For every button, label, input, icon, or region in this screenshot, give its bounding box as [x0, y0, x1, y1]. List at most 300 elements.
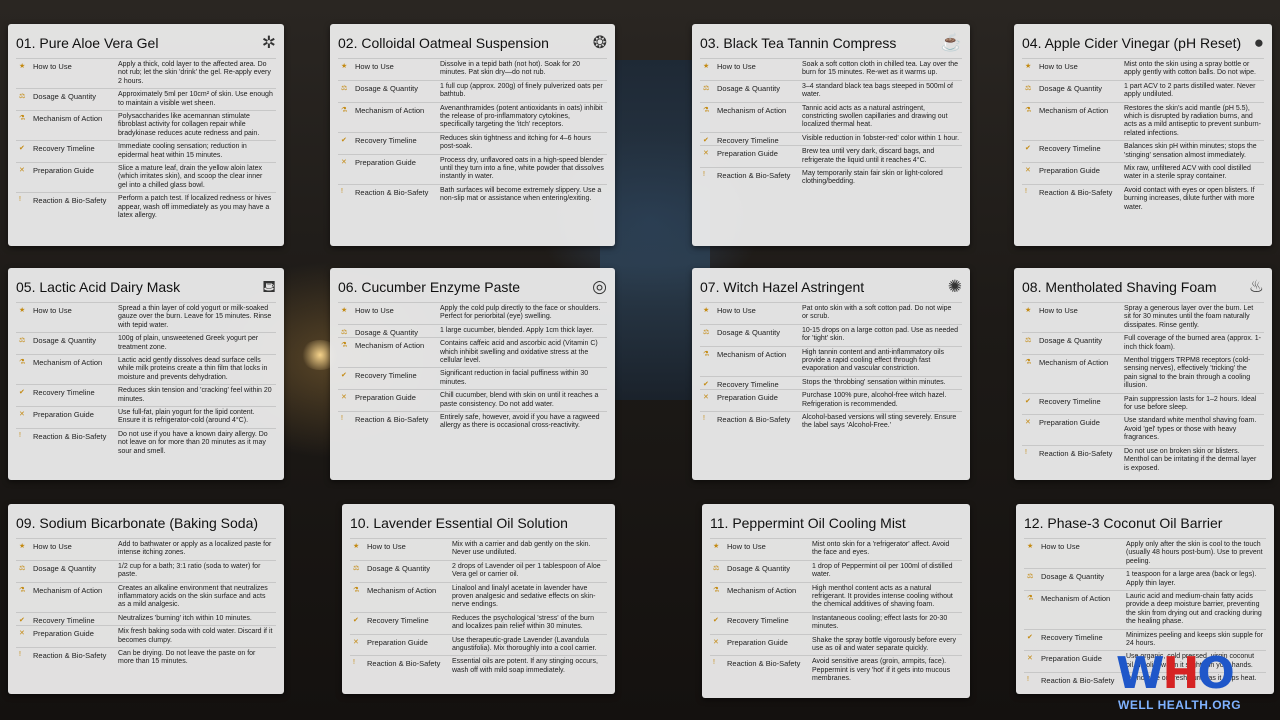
row-value: Menthol triggers TRPM8 receptors (cold-sensing nerves), effectively 'tricking' the pain signal to the brain through a cooling illusion.	[1124, 357, 1251, 390]
row-label-text: Dosage & Quantity	[717, 327, 780, 337]
dosage-icon: ⚖	[703, 328, 710, 336]
row-label	[16, 59, 112, 88]
row-label	[710, 656, 806, 685]
card-row-how	[700, 58, 962, 80]
safety-icon: !	[703, 171, 705, 179]
row-value: Lauric acid and medium-chain fatty acids provide a deep moisture barrier, preventing the skin from drying out and cracking during the healing phase.	[1126, 593, 1262, 626]
row-label	[338, 325, 434, 337]
row-label-text: Reaction & Bio-Safety	[717, 171, 791, 181]
row-label-text: Recovery Timeline	[717, 135, 779, 145]
card-header	[700, 276, 962, 298]
row-value: Avoid contact with eyes or open blisters. If burning increases, dilute further with more water.	[1124, 186, 1255, 211]
card-row-prep	[1022, 162, 1264, 184]
prep-icon: ✕	[703, 394, 709, 402]
row-label	[16, 429, 112, 458]
safety-icon: !	[1025, 187, 1027, 195]
row-label-text: Dosage & Quantity	[355, 83, 418, 93]
card-title: 02. Colloidal Oatmeal Suspension	[338, 35, 549, 51]
row-value: Do not use on fresh burns as it traps heat.	[1126, 675, 1257, 683]
how-icon: ★	[1025, 63, 1032, 70]
card-row-how	[338, 58, 607, 80]
row-value: 1/2 cup for a bath; 3:1 ratio (soda to water) for paste.	[118, 562, 261, 579]
prep-icon: ✕	[341, 158, 347, 166]
dosage-icon: ⚖	[1027, 573, 1034, 581]
card-row-recovery	[1022, 140, 1264, 162]
prep-icon: ✕	[703, 150, 709, 158]
card-row-how	[16, 58, 276, 88]
row-label-text: Mechanism of Action	[1039, 358, 1109, 368]
row-value: Add to bathwater or apply as a localized paste for intense itching zones.	[118, 541, 272, 557]
row-label-text: Dosage & Quantity	[727, 563, 790, 573]
card-header	[338, 32, 607, 54]
card-row-how	[350, 538, 607, 560]
dosage-icon: ⚖	[19, 564, 26, 572]
row-label-text: Reaction & Bio-Safety	[33, 196, 107, 206]
row-label-text: Recovery Timeline	[33, 615, 95, 625]
row-label	[350, 583, 446, 612]
card-row-dosage	[16, 560, 276, 582]
row-label-text: How to Use	[727, 542, 766, 551]
row-label-text: Reaction & Bio-Safety	[355, 415, 429, 425]
card-row-prep	[16, 406, 276, 428]
recovery-icon: ✔	[713, 616, 719, 624]
row-value: Immediate cooling sensation; reduction in epidermal heat within 15 minutes.	[118, 143, 247, 159]
row-label	[1022, 141, 1118, 162]
recovery-icon: ✔	[703, 136, 709, 144]
recovery-icon: ✔	[19, 389, 25, 397]
row-label	[338, 185, 434, 206]
row-label-text: Preparation Guide	[33, 629, 94, 639]
row-value: Alcohol-based versions will sting severely. Ensure the label says 'Alcohol-Free.'	[802, 414, 957, 430]
row-value: Reduces the psychological 'stress' of the burn and localizes pain relief within 30 minutes.	[452, 614, 594, 631]
row-value: Use full-fat, plain yogurt for the lipid content. Ensure it is refrigerator-cold (around 4°C).	[118, 409, 255, 425]
row-value: Brew tea until very dark, discard bags, and refrigerate the liquid until it reaches 4°C.	[802, 148, 935, 164]
row-value: Perform a patch test. If localized redness or hives appear, wash off immediately as you may have a latex allergy.	[118, 195, 272, 220]
how-icon: ★	[703, 307, 710, 314]
card-row-recovery	[350, 612, 607, 634]
safety-icon: !	[19, 196, 21, 204]
mechanism-icon: ⚗	[353, 586, 360, 594]
row-value: Instantaneous cooling; effect lasts for 20-30 minutes.	[812, 614, 948, 631]
row-label	[350, 656, 446, 677]
row-label	[710, 635, 806, 656]
dosage-icon: ⚖	[1025, 84, 1032, 92]
row-label-text: Mechanism of Action	[717, 105, 787, 115]
row-value: Neutralizes 'burning' itch within 10 minutes.	[118, 614, 252, 622]
row-value: 100g of plain, unsweetened Greek yogurt per treatment zone.	[118, 335, 259, 351]
row-value: Spread a thin layer of cold yogurt or milk-soaked gauze over the burn. Leave for 15 minutes. Rinse with tepid water.	[118, 305, 272, 329]
row-label	[1022, 446, 1118, 475]
card-row-safety	[700, 411, 962, 433]
row-label	[16, 333, 112, 354]
dosage-icon: ⚖	[1025, 337, 1032, 345]
row-label-text: Preparation Guide	[355, 157, 416, 167]
row-value: May temporarily stain fair skin or light-colored clothing/bedding.	[802, 170, 943, 186]
mechanism-icon: ⚗	[713, 586, 720, 594]
row-label	[710, 539, 806, 560]
row-value: Chill cucumber, blend with skin on until it reaches a paste consistency. Do not add water.	[440, 392, 599, 408]
row-value: Creates an alkaline environment that neutralizes inflammatory acids on the skin surface and acts as a mild analgesic.	[118, 584, 268, 609]
card-header	[1022, 276, 1264, 298]
card-row-mechanism	[1022, 354, 1264, 393]
card-title: 10. Lavender Essential Oil Solution	[350, 515, 568, 531]
recovery-icon: ✔	[1025, 145, 1031, 153]
row-label-text: How to Use	[355, 62, 394, 71]
remedy-card	[330, 24, 615, 246]
row-label-text: Preparation Guide	[355, 393, 416, 403]
cucumber-icon: ◎	[592, 277, 607, 296]
row-label	[338, 390, 434, 411]
mechanism-icon: ⚗	[19, 359, 26, 367]
row-label	[350, 561, 446, 582]
card-header	[1022, 32, 1264, 54]
row-label	[16, 407, 112, 428]
card-row-dosage	[1024, 568, 1266, 590]
row-label-text: Preparation Guide	[727, 637, 788, 647]
row-value: Avoid sensitive areas (groin, armpits, face). Peppermint is very 'hot' if it gets into mucous membranes.	[812, 658, 951, 683]
card-row-dosage	[338, 324, 607, 337]
row-label-text: Mechanism of Action	[33, 114, 103, 124]
card-row-mechanism	[700, 102, 962, 132]
prep-icon: ✕	[341, 394, 347, 402]
row-label-text: How to Use	[33, 306, 72, 315]
card-row-prep	[16, 162, 276, 192]
row-label	[1022, 303, 1118, 332]
row-label-text: Dosage & Quantity	[33, 336, 96, 346]
row-value: Minimizes peeling and keeps skin supple for 24 hours.	[1126, 631, 1263, 648]
row-value: Shake the spray bottle vigorously before every use as oil and water separate quickly.	[812, 636, 956, 653]
row-value: Reduces skin tightness and itching for 4–6 hours post-soak.	[440, 134, 591, 151]
safety-icon: !	[19, 431, 21, 439]
row-label-text: How to Use	[1039, 306, 1078, 315]
card-title: 11. Peppermint Oil Cooling Mist	[710, 515, 906, 531]
row-label	[1024, 630, 1120, 651]
row-value: Mist onto skin for a 'refrigerator' affect. Avoid the face and eyes.	[812, 541, 950, 557]
row-label	[338, 338, 434, 367]
card-row-mechanism	[338, 102, 607, 132]
row-label-text: Preparation Guide	[33, 166, 94, 176]
row-label	[1022, 394, 1118, 415]
row-value: Bath surfaces will become extremely slippery. Use a non-slip mat or assistance when entering/exiting.	[440, 186, 602, 203]
row-label-text: Recovery Timeline	[1039, 396, 1101, 406]
row-label	[338, 59, 434, 80]
dosage-icon: ⚖	[341, 328, 348, 336]
row-value: Spray a generous layer over the burn. Let sit for 30 minutes until the foam naturally dissipates. Rinse gently.	[1124, 305, 1254, 329]
dosage-icon: ⚖	[353, 564, 360, 572]
row-value: Significant reduction in facial puffiness within 30 minutes.	[440, 370, 589, 386]
dosage-icon: ⚖	[19, 337, 26, 345]
row-label	[338, 81, 434, 102]
row-value: Mix with a carrier and dab gently on the skin. Never use undiluted.	[452, 541, 591, 557]
row-label-text: Recovery Timeline	[355, 371, 417, 381]
row-value: Dissolve in a tepid bath (not hot). Soak for 20 minutes. Pat skin dry—do not rub.	[440, 61, 581, 77]
row-label	[16, 561, 112, 582]
remedy-card	[330, 268, 615, 480]
how-icon: ★	[353, 543, 360, 550]
row-label-text: Recovery Timeline	[367, 615, 429, 625]
row-label	[1024, 591, 1120, 629]
card-header	[16, 512, 276, 534]
card-title: 04. Apple Cider Vinegar (pH Reset)	[1022, 35, 1242, 51]
oatmeal-icon: ❂	[592, 33, 607, 52]
dosage-icon: ⚖	[703, 84, 710, 92]
row-label-text: Recovery Timeline	[33, 388, 95, 398]
mechanism-icon: ⚗	[1027, 595, 1034, 603]
card-header	[700, 32, 962, 54]
row-label-text: Reaction & Bio-Safety	[1039, 448, 1113, 458]
how-icon: ★	[19, 543, 26, 550]
remedy-card	[8, 268, 284, 480]
card-row-mechanism	[16, 110, 276, 140]
wellhealth-logo	[1116, 648, 1278, 714]
row-label-text: Recovery Timeline	[727, 615, 789, 625]
card-row-how	[710, 538, 962, 560]
row-label-text: Dosage & Quantity	[33, 563, 96, 573]
card-row-recovery	[710, 612, 962, 634]
row-label-text: Reaction & Bio-Safety	[1039, 187, 1113, 197]
row-value: 1 drop of Peppermint oil per 100ml of distilled water.	[812, 562, 953, 579]
row-label-text: Preparation Guide	[1039, 418, 1100, 428]
row-label-text: Preparation Guide	[367, 637, 428, 647]
mechanism-icon: ⚗	[341, 342, 348, 350]
row-label	[1022, 415, 1118, 444]
row-label	[16, 355, 112, 384]
safety-icon: !	[341, 415, 343, 423]
row-label-text: How to Use	[33, 62, 72, 71]
card-row-recovery	[700, 376, 962, 389]
row-label	[16, 193, 112, 222]
recovery-icon: ✔	[341, 136, 347, 144]
row-value: 1 part ACV to 2 parts distilled water. Never apply undiluted.	[1124, 82, 1256, 99]
how-icon: ★	[1027, 543, 1034, 550]
safety-icon: !	[1027, 676, 1029, 684]
row-label	[16, 303, 112, 332]
card-title: 05. Lactic Acid Dairy Mask	[16, 279, 181, 295]
card-row-safety	[16, 428, 276, 458]
prep-icon: ✕	[19, 167, 25, 175]
row-label-text: Mechanism of Action	[367, 585, 437, 595]
card-header	[16, 32, 276, 54]
row-value: Avenanthramides (potent antioxidants in oats) inhibit the release of pro-inflammatory cytokines, specifically targeting the 'itch' receptors.	[440, 104, 603, 129]
card-title: 07. Witch Hazel Astringent	[700, 279, 865, 295]
row-label-text: How to Use	[355, 306, 394, 315]
row-value: Slice a mature leaf, drain the yellow aloin latex (which irritates skin), and scoop the clear inner gel into a chilled glass bowl.	[118, 165, 263, 189]
row-label	[16, 626, 112, 647]
card-title: 09. Sodium Bicarbonate (Baking Soda)	[16, 515, 259, 531]
row-label-text: Mechanism of Action	[33, 585, 103, 595]
row-value: Balances skin pH within minutes; stops the 'stinging' sensation almost immediately.	[1124, 143, 1257, 159]
recovery-icon: ✔	[341, 372, 347, 380]
row-value: Pat onto skin with a soft cotton pad. Do not wipe or scrub.	[802, 305, 952, 321]
card-row-mechanism	[16, 354, 276, 384]
card-row-prep	[16, 625, 276, 647]
row-label-text: How to Use	[717, 62, 756, 71]
row-value: Visible reduction in 'lobster-red' color within 1 hour.	[802, 134, 960, 142]
prep-icon: ✕	[713, 638, 719, 646]
row-value: Entirely safe, however, avoid if you have a ragweed allergy as there is occasional cross-reactivity.	[440, 414, 600, 430]
safety-icon: !	[1025, 448, 1027, 456]
card-row-how	[1022, 58, 1264, 80]
how-icon: ★	[19, 63, 26, 70]
card-header	[710, 512, 962, 534]
card-row-recovery	[16, 384, 276, 406]
card-row-safety	[338, 411, 607, 433]
recovery-icon: ✔	[19, 616, 25, 624]
card-row-recovery	[338, 367, 607, 389]
row-label	[338, 133, 434, 154]
card-row-prep	[700, 389, 962, 411]
row-label-text: Preparation Guide	[1041, 654, 1102, 664]
row-label	[16, 111, 112, 140]
card-row-mechanism	[1024, 590, 1266, 629]
card-row-mechanism	[710, 582, 962, 612]
prep-icon: ✕	[1027, 655, 1033, 663]
row-label-text: Mechanism of Action	[1039, 105, 1109, 115]
card-row-safety	[350, 655, 607, 677]
row-label-text: Preparation Guide	[717, 393, 778, 403]
mechanism-icon: ⚗	[1025, 359, 1032, 367]
how-icon: ★	[1025, 307, 1032, 314]
prep-icon: ✕	[1025, 419, 1031, 427]
row-label-text: Mechanism of Action	[1041, 594, 1111, 604]
row-value: 1 full cup (approx. 200g) of finely pulverized oats per bathtub.	[440, 82, 603, 99]
row-value: Use standard white menthol shaving foam. Avoid 'gel' types or those with heavy fragrances.	[1124, 417, 1257, 442]
row-value: 10-15 drops on a large cotton pad. Use as needed for 'tight' skin.	[802, 326, 959, 343]
card-row-how	[16, 538, 276, 560]
row-label	[1024, 673, 1120, 685]
card-row-dosage	[338, 80, 607, 102]
remedy-card	[1014, 24, 1272, 246]
row-label	[16, 583, 112, 612]
row-label	[1022, 163, 1118, 184]
row-value: Polysaccharides like acemannan stimulate fibroblast activity for collagen repair while bradykinase reduces acute redness and pain.	[118, 113, 260, 137]
how-icon: ★	[713, 543, 720, 550]
card-row-recovery	[700, 132, 962, 145]
row-value: Pain suppression lasts for 1–2 hours. Ideal for use before sleep.	[1124, 395, 1257, 412]
row-label-text: Recovery Timeline	[1041, 632, 1103, 642]
card-row-prep	[1022, 414, 1264, 444]
mechanism-icon: ⚗	[19, 586, 26, 594]
card-row-dosage	[350, 560, 607, 582]
row-label	[16, 539, 112, 560]
row-label-text: Reaction & Bio-Safety	[727, 659, 801, 669]
row-label	[350, 539, 446, 560]
row-label	[700, 347, 796, 376]
logo-letter-o: O	[1197, 648, 1233, 699]
how-icon: ★	[341, 63, 348, 70]
row-label	[700, 412, 796, 433]
aloe-icon: ✲	[261, 33, 276, 52]
card-row-prep	[338, 389, 607, 411]
card-row-prep	[338, 154, 607, 184]
row-value: Use therapeutic-grade Lavender (Lavandula angustifolia). Mix thoroughly into a cool carrier.	[452, 636, 597, 653]
recovery-icon: ✔	[1025, 397, 1031, 405]
recovery-icon: ✔	[703, 380, 709, 388]
row-label	[350, 635, 446, 656]
row-label-text: Recovery Timeline	[355, 135, 417, 145]
card-row-how	[1024, 538, 1266, 568]
card-row-prep	[350, 634, 607, 656]
mechanism-icon: ⚗	[703, 350, 710, 358]
row-value: Use organic, cold pressed, virgin coconut oil. If solid, warm it slightly in your hands.	[1126, 653, 1255, 669]
row-label	[1024, 539, 1120, 568]
row-value: Purchase 100% pure, alcohol-free witch hazel. Refrigeration is recommended.	[802, 392, 947, 408]
row-value: Process dry, unflavored oats in a high-speed blender until they turn into a fine, white powder that dissolves instantly in water.	[440, 156, 604, 181]
card-row-prep	[710, 634, 962, 656]
row-label	[1022, 355, 1118, 393]
card-title: 12. Phase-3 Coconut Oil Barrier	[1024, 515, 1223, 531]
row-label-text: Reaction & Bio-Safety	[355, 187, 429, 197]
how-icon: ★	[341, 307, 348, 314]
row-label	[1024, 651, 1120, 672]
row-label	[338, 103, 434, 132]
card-row-mechanism	[700, 346, 962, 376]
row-label	[700, 168, 796, 189]
row-label	[1022, 59, 1118, 80]
card-row-mechanism	[338, 337, 607, 367]
row-label	[338, 155, 434, 184]
row-label	[16, 613, 112, 625]
row-label	[16, 141, 112, 162]
yogurt-cup-icon: ⛾	[262, 277, 276, 296]
card-row-recovery	[16, 140, 276, 162]
row-label-text: Dosage & Quantity	[1041, 572, 1104, 582]
teacup-icon: ☕	[940, 33, 962, 52]
card-row-safety	[338, 184, 607, 206]
prep-icon: ✕	[19, 411, 25, 419]
row-value: Lactic acid gently dissolves dead surface cells while milk proteins create a thin film that locks in moisture and prevents dehydration.	[118, 357, 268, 381]
row-label	[700, 303, 796, 324]
card-row-recovery	[1022, 393, 1264, 415]
card-row-how	[700, 302, 962, 324]
recovery-icon: ✔	[1027, 633, 1033, 641]
recovery-icon: ✔	[353, 616, 359, 624]
row-value: Soak a soft cotton cloth in chilled tea. Lay over the burn for 15 minutes. Re-wet as it warms up.	[802, 61, 959, 77]
row-label	[16, 163, 112, 192]
card-row-safety	[16, 192, 276, 222]
card-row-safety	[1022, 184, 1264, 214]
card-row-dosage	[16, 88, 276, 110]
row-value: 3–4 standard black tea bags steeped in 500ml of water.	[802, 82, 953, 99]
row-label	[1022, 81, 1118, 102]
card-row-mechanism	[16, 582, 276, 612]
row-label-text: Mechanism of Action	[355, 105, 425, 115]
remedy-card	[1014, 268, 1272, 480]
row-value: Can be drying. Do not leave the paste on for more than 15 minutes.	[118, 650, 256, 666]
logo-subtitle: WELL HEALTH.ORG	[1118, 698, 1242, 712]
row-label-text: How to Use	[717, 306, 756, 315]
row-label-text: Mechanism of Action	[355, 341, 425, 351]
row-label	[700, 377, 796, 389]
row-label	[338, 368, 434, 389]
logo-letter-w: W	[1116, 648, 1163, 699]
foam-icon: ♨	[1248, 277, 1264, 296]
mechanism-icon: ⚗	[1025, 106, 1032, 114]
dosage-icon: ⚖	[19, 93, 26, 101]
row-label-text: Mechanism of Action	[717, 349, 787, 359]
row-label	[1022, 185, 1118, 214]
row-label-text: Dosage & Quantity	[33, 92, 96, 102]
row-label-text: Recovery Timeline	[717, 379, 779, 389]
row-label-text: How to Use	[33, 542, 72, 551]
row-label-text: Reaction & Bio-Safety	[717, 415, 791, 425]
row-label-text: Preparation Guide	[717, 149, 778, 159]
safety-icon: !	[713, 659, 715, 667]
row-label-text: Dosage & Quantity	[355, 327, 418, 337]
safety-icon: !	[703, 415, 705, 423]
row-label-text: Mechanism of Action	[727, 585, 797, 595]
remedy-card	[342, 504, 615, 694]
